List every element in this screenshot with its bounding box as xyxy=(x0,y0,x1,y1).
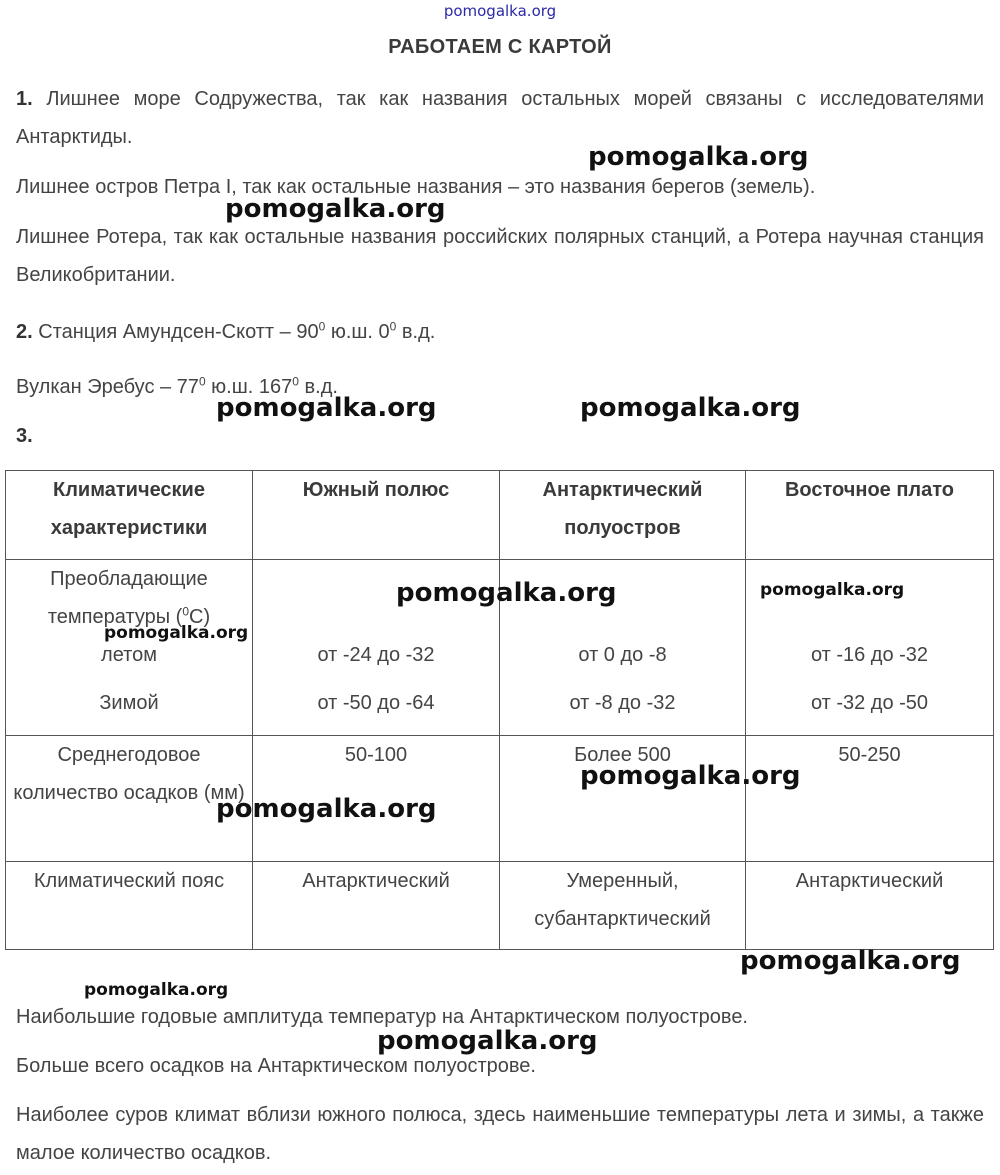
table-cell: Умеренный, субантарктический xyxy=(500,862,746,950)
paragraph-1-2: Лишнее остров Петра I, так как остальные названия – это названия берегов (земель). xyxy=(16,176,816,198)
degree-sup: 0 xyxy=(292,374,299,389)
degree-sup: 0 xyxy=(318,319,326,334)
watermark: pomogalka.org xyxy=(216,794,437,824)
table-header-cell: Антарктический полуостров xyxy=(500,471,746,560)
summer-label: летом xyxy=(101,644,157,666)
section-2-number: 2. xyxy=(16,321,33,343)
table-cell: Более 500 xyxy=(500,736,746,862)
watermark: pomogalka.org xyxy=(396,578,617,608)
paragraph-1-3: Лишнее Ротера, так как остальные названия российских полярных станций, а Ротера научная станция Великобритании. xyxy=(16,226,984,286)
site-header-link[interactable]: pomogalka.org xyxy=(443,2,557,20)
temperature-label: Преобладающие температуры ( xyxy=(47,568,208,628)
watermark: pomogalka.org xyxy=(740,946,961,976)
table-row xyxy=(6,736,994,862)
table-cell: Антарктический xyxy=(253,862,500,950)
table-header-row xyxy=(6,471,994,560)
watermark: pomogalka.org xyxy=(225,194,446,224)
summer-value: от -16 до -32 xyxy=(810,644,929,666)
conclusion-3: Наиболее суров климат вблизи южного полюса, здесь наименьшие температуры лета и зимы, а также малое количество осадков. xyxy=(16,1104,984,1164)
table-header-cell: Климатические характеристики xyxy=(6,471,253,560)
volcano-end: в.д. xyxy=(298,376,338,398)
summer-value: от -24 до -32 xyxy=(317,644,435,666)
table-cell: 50-100 xyxy=(253,736,500,862)
paragraph-2-1 xyxy=(16,313,984,351)
degree-sup: 0 xyxy=(389,319,397,334)
section-3-heading xyxy=(16,417,984,455)
volcano-mid: ю.ш. 167 xyxy=(205,376,293,398)
table-header-cell: Южный полюс xyxy=(253,471,500,560)
paragraph-2-2 xyxy=(16,368,984,406)
climate-table xyxy=(5,470,994,950)
station-end: в.д. xyxy=(396,321,436,343)
winter-value: от -32 до -50 xyxy=(810,692,929,714)
station-text: Станция Амундсен-Скотт – 90 xyxy=(38,321,319,343)
temperature-unit: С) xyxy=(189,606,211,628)
watermark: pomogalka.org xyxy=(588,142,809,172)
table-header-cell: Восточное плато xyxy=(746,471,994,560)
volcano-text: Вулкан Эребус – 77 xyxy=(16,376,199,398)
degree-sup: 0 xyxy=(198,374,206,389)
degree-sup: 0 xyxy=(182,604,190,619)
watermark: pomogalka.org xyxy=(216,393,437,423)
winter-label: Зимой xyxy=(99,692,159,714)
table-row xyxy=(6,862,994,950)
section-1-number: 1. xyxy=(16,88,33,110)
station-mid: ю.ш. 0 xyxy=(325,321,390,343)
watermark: pomogalka.org xyxy=(104,623,249,643)
climate-belt-label-cell: Климатический пояс xyxy=(6,862,253,950)
page-title: РАБОТАЕМ С КАРТОЙ xyxy=(388,36,612,58)
paragraph-1-1-text: Лишнее море Содружества, так как названия остальных морей связаны с исследователями Антарктиды. xyxy=(16,88,984,148)
winter-value: от -8 до -32 xyxy=(569,692,676,714)
watermark: pomogalka.org xyxy=(377,1026,598,1056)
summer-value: от 0 до -8 xyxy=(578,644,667,666)
watermark: pomogalka.org xyxy=(760,580,905,600)
precipitation-label-cell: Среднегодовое количество осадков (мм) xyxy=(6,736,253,862)
section-3-number: 3. xyxy=(16,425,33,447)
watermark: pomogalka.org xyxy=(84,980,229,1000)
table-cell: Антарктический xyxy=(746,862,994,950)
winter-value: от -50 до -64 xyxy=(317,692,435,714)
watermark: pomogalka.org xyxy=(580,761,801,791)
table-cell: 50-250 xyxy=(746,736,994,862)
conclusion-1: Наибольшие годовые амплитуда температур на Антарктическом полуострове. xyxy=(16,1006,748,1028)
paragraph-1-1 xyxy=(16,80,984,156)
temperature-label-cell xyxy=(6,560,253,736)
watermark: pomogalka.org xyxy=(580,393,801,423)
conclusion-2: Больше всего осадков на Антарктическом полуострове. xyxy=(16,1055,536,1077)
